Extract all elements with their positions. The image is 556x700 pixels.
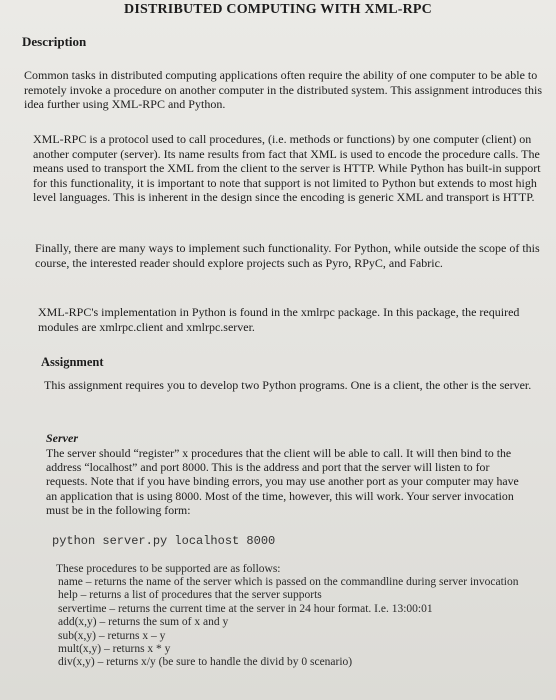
server-command: python server.py localhost 8000 [52,534,276,548]
assignment-heading: Assignment [41,355,104,369]
list-item: servertime – returns the current time at the server in 24 hour format. I.e. 13:00:01 [58,602,433,615]
paragraph-finally: Finally, there are many ways to implement such functionality. For Python, while outside the scope of this course, the interested reader should explore projects such as Pyro, RPyC, and Fabric. [35,241,540,270]
procedures-list [58,576,528,670]
list-item: div(x,y) – returns x/y (be sure to handle the divid by 0 scenario) [58,656,353,669]
description-heading: Description [22,34,87,49]
paragraph-implementation: XML-RPC's implementation in Python is found in the xmlrpc package. In this package, the required modules are xmlrpc.client and xmlrpc.server. [38,305,520,334]
assignment-text: This assignment requires you to develop two Python programs. One is a client, the other is the server. [44,378,532,392]
paragraph-xmlrpc: XML-RPC is a protocol used to call procedures, (i.e. methods or functions) by one computer (client) on another computer (server). Its name results from fact that XML is used to encode the procedure calls. The means used to transport the XML from the client to the server is HTTP. While Python has built-in support for this functionality, it is important to note that support is not limited to Python but extends to most high level languages. This is inherent in the design since the encoding is generic XML and transport is HTTP. [33,132,541,205]
list-item: mult(x,y) – returns x * y [58,643,171,656]
server-heading: Server [46,431,78,445]
list-item: help – returns a list of procedures that the server supports [58,589,322,602]
procedures-intro: These procedures to be supported are as follows: [56,563,281,575]
paragraph-intro: Common tasks in distributed computing applications often require the ability of one computer to be able to remotely invoke a procedure on another computer in the distributed system. This assignment introduces this idea further using XML-RPC and Python. [24,68,542,112]
list-item: name – returns the name of the server which is passed on the commandline during server invocation [58,576,519,588]
list-item: add(x,y) – returns the sum of x and y [58,616,229,629]
document-title: DISTRIBUTED COMPUTING WITH XML-RPC [124,2,432,17]
list-item: sub(x,y) – returns x – y [58,629,166,642]
server-text: The server should “register” x procedures that the client will be able to call. It will then bind to the address “localhost” and port 8000. This is the address and port that the server will listen to for requests. Note that if you have binding errors, you may use another port as your computer may have an application that is using 8000. Most of the time, however, this will work. Your server invocation must be in the following form: [46,446,519,517]
